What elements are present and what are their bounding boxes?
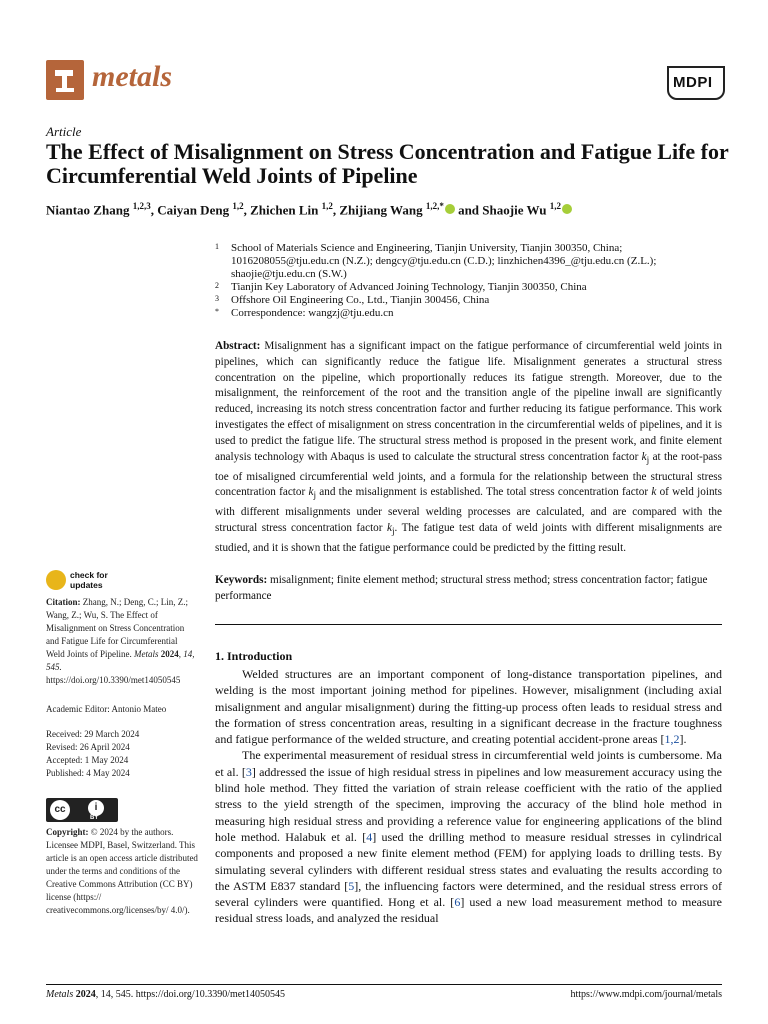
paragraph (215, 747, 722, 926)
orcid-icon[interactable] (562, 204, 572, 214)
affiliation-text: School of Materials Science and Engineering, Tianjin University, Tianjin 300350, China; 1016208055@tju.edu.cn (N.Z.); dengcy@tju.edu.cn (C.D.); linzhichen4396_@tju.edu.cn (Z.L.); shaojie@tju.edu.cn (S.W.) (231, 242, 657, 280)
orcid-icon[interactable] (445, 204, 455, 214)
author-affiliation: 1,2 (321, 201, 333, 211)
abstract-text: at the root-pass toe of misaligned circumferential weld joints, and a formula for the relationship between the structural stress concentration factor (215, 450, 722, 499)
copyright-text: © 2024 by the authors. Licensee MDPI, Basel, Switzerland. This article is an open access article distributed under the terms and conditions of the Creative Commons Attribution (CC BY) license (https:// creativecommons.org/licenses/by/ 4.0/). (46, 827, 198, 915)
keywords-label: Keywords: (215, 574, 268, 586)
publisher-logo[interactable] (667, 66, 725, 100)
abstract-label: Abstract: (215, 340, 261, 352)
introduction-body (215, 666, 722, 927)
author-name[interactable]: Caiyan Deng (157, 202, 230, 218)
academic-editor: Academic Editor: Antonio Mateo (46, 704, 167, 714)
author-name[interactable]: Shaojie Wu (482, 202, 547, 218)
abstract (215, 339, 722, 557)
affiliation-number: 3 (215, 294, 219, 303)
body-text: ], the influencing factors were determined, and the residual stress errors of several cylinders were quantified. Hong et al. [ (215, 878, 722, 910)
math-symbol: k (651, 486, 657, 499)
section-heading: 1. Introduction (215, 649, 293, 663)
citation-link[interactable]: 4 (366, 829, 373, 844)
paper-title: The Effect of Misalignment on Stress Concentration and Fatigue Life for Circumferential Weld Joints of Pipeline (46, 139, 729, 188)
citation-journal: Metals (134, 649, 159, 659)
abstract-text: Misalignment has a significant impact on the fatigue performance of circumferential weld joints in pipelines, which can significantly reduce the fatigue life. Misalignment generates a structural stress concentration on the pipeline, which proportionally reduces its fatigue strength. Moreover, due to the misalignment, the reinforcement of the root and the transition angle of the pipeline inwall are significantly reduced, increasing its notch stress concentration factor and further reducing its fatigue performance. This work investigates the effect of misalignment on stress concentration in the circumferential welds of pipelines, and it is used to predict the fatigue life. The structural stress method is proposed in the present work, and finite element analysis technology with Abaqus is used to calculate the structural stress concentration factor (215, 340, 723, 463)
citation-link[interactable]: 1,2 (664, 732, 680, 747)
author-list: Niantao Zhang $^{1,2,3}$, Caiyan Deng $^{1,2}$, Zhichen Lin $^{1,2}$, Zhijiang Wang $^{1,2,*}$ and Shaojie Wu $^{1,2}$ (46, 201, 572, 218)
received-date: Received: 29 March 2024 (46, 729, 140, 739)
affiliation-number: 2 (215, 281, 219, 290)
affiliation-item (215, 242, 725, 281)
citation-text: Zhang, N.; Deng, C.; Lin, Z.; Wang, Z.; Wu, S. The Effect of Misalignment on Stress Concentration and Fatigue Life for Circumferential Weld Joints of Pipeline. (46, 597, 188, 659)
author-name[interactable]: Zhichen Lin (250, 202, 319, 218)
math-subscript: j (391, 527, 395, 538)
accepted-date: Accepted: 1 May 2024 (46, 755, 129, 765)
abstract-text: of weld joints with different misalignments under several welding processes are calculated, and are compared with the structural stress concentration factor (215, 486, 723, 535)
citation-volume: 14, 545. (46, 649, 195, 672)
affiliation-item (215, 281, 725, 294)
check-updates-icon (46, 570, 66, 590)
affiliation-text: Correspondence: wangzj@tju.edu.cn (231, 307, 394, 319)
body-text: ] used the drilling method to measure residual stresses in cylindrical components and proposed a new finite element method (FEM) for applying loads to drilling tests. By simulating several cylinders with different residual stress states and evaluating the results according to the ASTM E837 standard [ (215, 829, 722, 893)
citation-link[interactable]: 3 (245, 764, 252, 779)
math-subscript: j (313, 491, 317, 502)
citation-block: Citation: Zhang, N.; Deng, C.; Lin, Z.; Wang, Z.; Wu, S. The Effect of Misalignment on Stress Concentration and Fatigue Life for Circumferential Weld Joints of Pipeline. Metals 2024, 14, 545. https://doi.org/10.3390/met14050545 (46, 597, 195, 685)
footer-year: 2024 (75, 989, 96, 1000)
copyright-block (46, 826, 198, 917)
check-updates-line1: check for (70, 570, 108, 580)
author-affiliation: 1,2,* (425, 201, 444, 211)
check-updates-label (70, 570, 130, 590)
affiliation-text: Tianjin Key Laboratory of Advanced Joining Technology, Tianjin 300350, China (231, 281, 587, 293)
author-name[interactable]: Zhijiang Wang (339, 202, 423, 218)
affiliation-item (215, 307, 725, 320)
math-symbol: k (386, 522, 392, 535)
journal-name[interactable]: metals (92, 60, 172, 93)
affiliation-item (215, 294, 725, 307)
journal-logo-icon (46, 60, 84, 100)
footer-journal-url[interactable]: https://www.mdpi.com/journal/metals (570, 989, 722, 1000)
publisher-name: MDPI (673, 74, 713, 91)
footer-journal: Metals (46, 989, 74, 1000)
check-updates-line2: updates (70, 580, 103, 590)
published-date: Published: 4 May 2024 (46, 768, 130, 778)
body-text: The experimental measurement of residual stress in circumferential weld joints is cumbersome. Ma et al. [ (215, 748, 722, 779)
math-symbol: k (641, 450, 647, 463)
author-affiliation: 1,2,3 (132, 201, 151, 211)
citation-doi-link[interactable]: https://doi.org/10.3390/met14050545 (46, 675, 181, 685)
math-symbol: k (308, 486, 314, 499)
affiliation-number: * (215, 307, 219, 316)
body-text: ]. (679, 732, 687, 747)
body-text: ] used a new load measurement method to measure residual stress loads, and analyzed the residual (215, 895, 723, 926)
author-name[interactable]: Niantao Zhang (46, 202, 130, 218)
author-affiliation: 1,2 (549, 201, 561, 211)
abstract-text: . The fatigue test data of weld joints with different misalignments are studied, and it is shown that the fatigue performance could be predicted by the fitting result. (215, 522, 722, 555)
footer-divider (46, 984, 722, 985)
author-affiliation: 1,2 (232, 201, 244, 211)
dates-block (46, 728, 198, 780)
author-joiner: and (458, 202, 480, 218)
affiliation-text: Offshore Oil Engineering Co., Ltd., Tianjin 300456, China (231, 294, 490, 306)
affiliations (215, 242, 725, 320)
citation-year: 2024 (160, 649, 179, 659)
footer-doi[interactable]: , 14, 545. https://doi.org/10.3390/met14050545 (95, 989, 285, 1000)
section-divider (215, 624, 722, 625)
keywords-text: misalignment; finite element method; structural stress method; stress concentration factor; fatigue performance (215, 574, 708, 602)
abstract-text: and the misalignment is established. The total stress concentration factor (316, 486, 652, 499)
citation-label: Citation: (46, 597, 81, 607)
math-subscript: j (646, 455, 650, 466)
revised-date: Revised: 26 April 2024 (46, 742, 130, 752)
cc-icon: cc (50, 800, 70, 820)
citation-link[interactable]: 6 (454, 895, 461, 910)
cc-by-license-badge[interactable] (46, 798, 118, 822)
attribution-icon: i (88, 800, 104, 816)
citation-link[interactable]: 5 (348, 878, 355, 893)
keywords (215, 573, 722, 605)
paragraph (215, 666, 722, 747)
footer-citation (46, 989, 285, 1000)
affiliation-number: 1 (215, 242, 219, 251)
article-type: Article (46, 124, 82, 139)
body-text: ] addressed the issue of high residual stress in pipelines and low measurement accuracy using the blind hole method. They fitted the variation of strain release coefficient with the ratio of the applied stress to the yield strength of the specimen, improving the accuracy of the blind hole method in measuring high residual stress and providing a reference value for engineering applications of the blind hole method. Halabuk et al. [ (215, 764, 722, 844)
by-label: BY (90, 815, 99, 821)
body-text: Welded structures are an important component of long-distance transportation pipelines, and welding is the most important joining method for pipelines. However, misalignment (including axial misalignment and angular misalignment) during the fitting-up process often leads to residual stress and the formation of stress concentration areas, resulting in a significant decrease in the fracture toughness and fatigue performance of the welded structure, and creating potential accident-prone areas [ (215, 667, 722, 747)
copyright-label: Copyright: (46, 827, 89, 837)
